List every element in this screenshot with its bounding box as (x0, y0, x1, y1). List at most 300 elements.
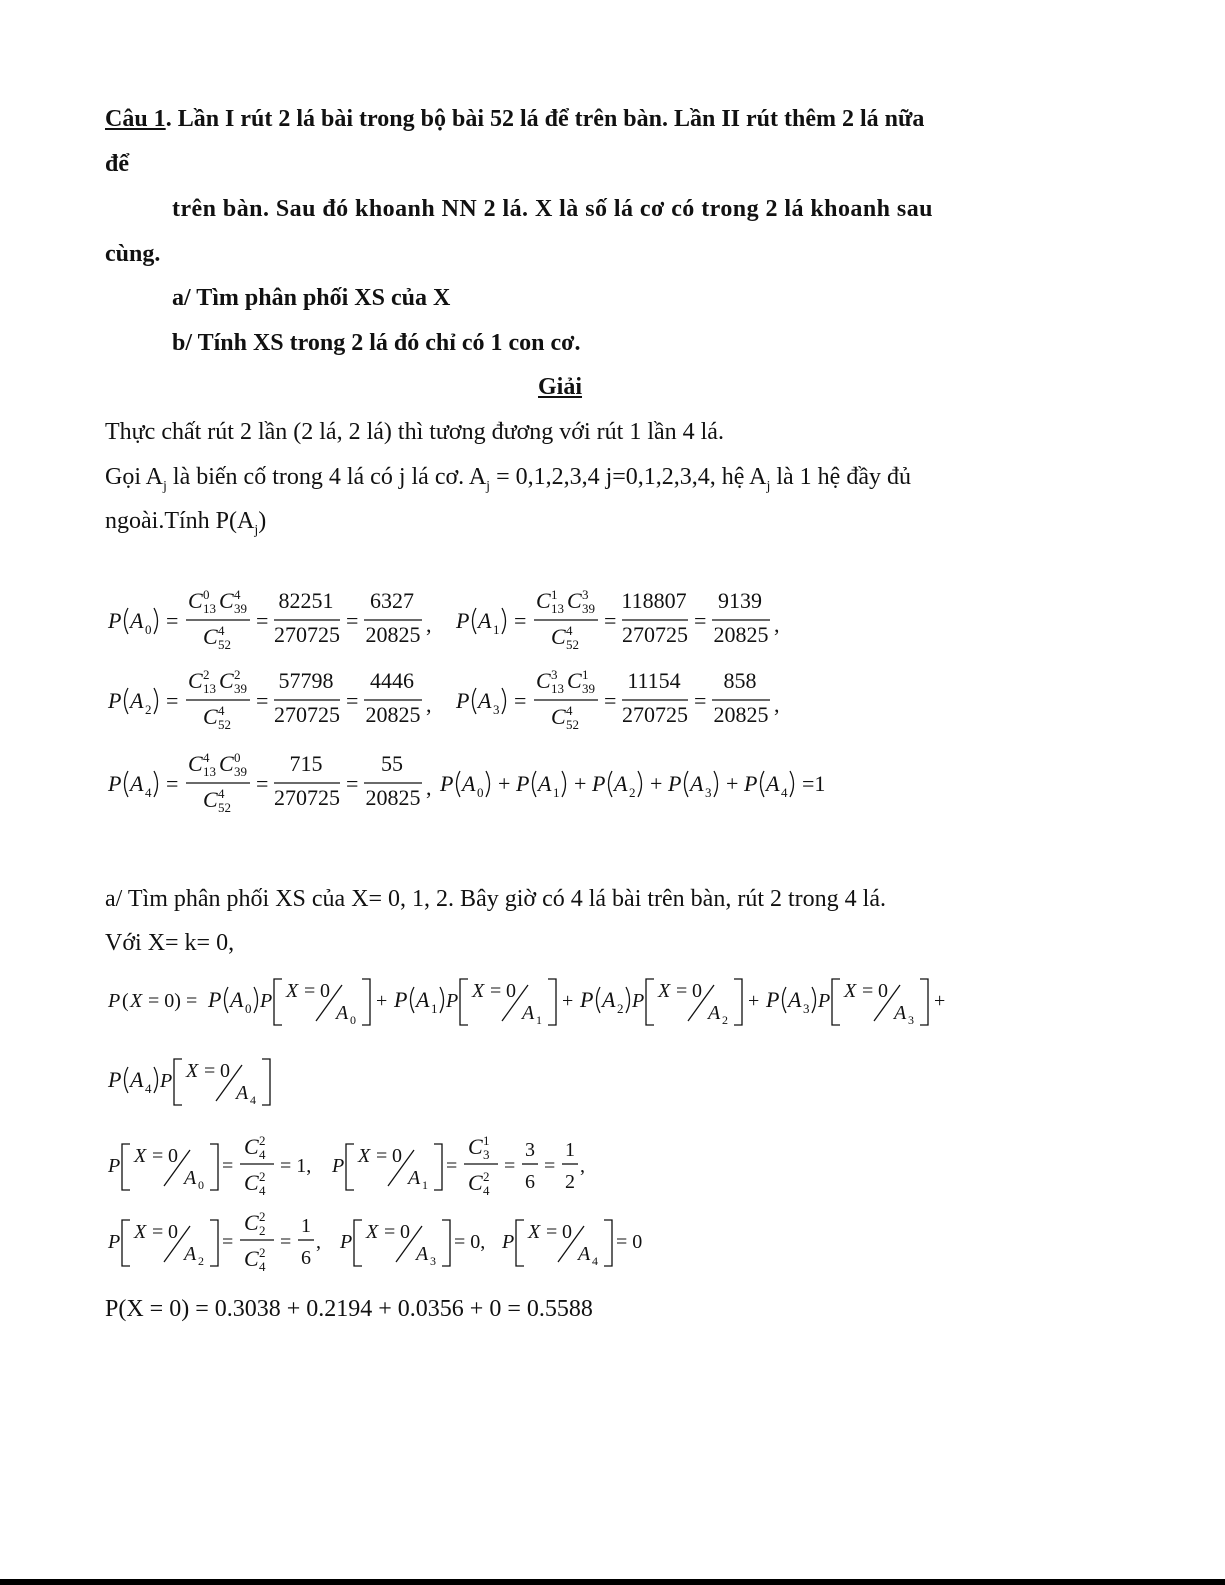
prob-A0-c13-sub: 13 (203, 601, 216, 616)
cond1-den-c: C (468, 1170, 483, 1195)
sum-A1-sub: 1 (553, 785, 560, 800)
prob-A1-c52-sup: 4 (566, 623, 573, 638)
sum-A0-lparen (457, 771, 461, 797)
total-A4-sub: 4 (145, 1081, 152, 1096)
cond1-lbracket (346, 1144, 354, 1190)
cond4-rhs: = 0 (616, 1231, 643, 1253)
prob-A2-c13-c: C (188, 668, 203, 693)
prob-A2-rparen (154, 688, 158, 714)
sum-A2-a: A (614, 771, 628, 796)
prob-A3-c39-sub: 39 (582, 681, 595, 696)
prob-A4-c13-c: C (188, 751, 203, 776)
probability-formulas (100, 585, 860, 835)
total-A4-p: P (108, 1067, 122, 1092)
sum-A4-rparen (790, 771, 794, 797)
prob-A3-eq1: = (514, 688, 527, 713)
prob-A4-lparen (125, 771, 129, 797)
prob-A4-den: 270725 (274, 785, 340, 810)
sum-A0-p: P (440, 771, 454, 796)
cond3-lbracket (354, 1220, 362, 1266)
prob-A1-c39-sub: 39 (582, 601, 595, 616)
total-probability-formula (100, 975, 960, 1115)
cond0-x: X (134, 1145, 147, 1167)
prob-A1-p: P (456, 608, 470, 633)
total-A0-sub: 0 (245, 1001, 252, 1016)
with-x-text: Với X= k= 0, (105, 930, 235, 956)
cond4-sub: 4 (592, 1254, 598, 1268)
prob-A3-comma: , (774, 692, 780, 717)
cond1-sub: 1 (422, 1178, 428, 1192)
total-cond-p: P (260, 990, 273, 1012)
prob-A0-lparen (125, 608, 129, 634)
cond2-num-sup: 2 (259, 1209, 266, 1224)
sum-A1-lparen (533, 771, 537, 797)
sum-A3-a: A (690, 771, 704, 796)
prob-A3-eq2: = (604, 688, 617, 713)
cond1-d2: 2 (565, 1171, 575, 1193)
problem-line-2: để (105, 151, 129, 177)
prob-A4-eq1: = (166, 771, 179, 796)
prob-A0-rparen (154, 608, 158, 634)
total-cond-0-a: A (336, 1002, 349, 1024)
cond0-lbracket (122, 1144, 130, 1190)
total-probability-svg (100, 975, 960, 1115)
cond1-d1: 6 (525, 1171, 535, 1193)
cond3-rhs: = 0, (454, 1231, 486, 1253)
prob-A1-eq3: = (694, 608, 707, 633)
total-A2-sub: 2 (617, 1001, 624, 1016)
prob-A3-c52-sup: 4 (566, 703, 573, 718)
prob-A4-num: 715 (289, 751, 323, 776)
total-x: X (130, 990, 143, 1012)
total-cond-1-a: A (522, 1002, 535, 1024)
total-lparen: ( (122, 990, 129, 1012)
total-A4-rparen (154, 1067, 158, 1093)
prob-A3-c13-sup: 3 (551, 667, 558, 682)
total-cond-0-sub: 0 (350, 1013, 356, 1027)
total-cond-4-sub: 4 (250, 1093, 256, 1107)
prob-A1-eq2: = (604, 608, 617, 633)
total-cond-4-eq: = (204, 1060, 216, 1082)
prob-A2-sub: 2 (145, 702, 152, 717)
prob-A4-c52-sub: 52 (218, 800, 231, 815)
cond2-lbracket (122, 1220, 130, 1266)
prob-A1-c39-c: C (567, 588, 582, 613)
prob-A3-p: P (456, 688, 470, 713)
prob-A3-lparen (473, 688, 477, 714)
prob-A4-p: P (108, 771, 122, 796)
cond3-sub: 3 (430, 1254, 436, 1268)
prob-A4-c52-sup: 4 (218, 786, 225, 801)
total-A3-lparen (783, 987, 787, 1013)
prob-A3-simp-den: 20825 (713, 702, 769, 727)
total-p: P (108, 990, 121, 1012)
prob-A3-simp-num: 858 (723, 668, 757, 693)
cond3-zero: 0 (400, 1221, 410, 1243)
sum-A3-sub: 3 (705, 785, 712, 800)
cond2-a: A (184, 1243, 197, 1265)
sum-A2-p: P (592, 771, 606, 796)
cond0-eq: = (152, 1145, 164, 1167)
prob-A2-simp-den: 20825 (365, 702, 421, 727)
total-A3-p: P (766, 987, 780, 1012)
prob-A0-eq1: = (166, 608, 179, 633)
prob-A2-c52-sub: 52 (218, 717, 231, 732)
sum-A2-rparen (638, 771, 642, 797)
prob-A2-c52-c: C (203, 704, 218, 729)
total-cond-0-eq: = (304, 980, 316, 1002)
total-A2-a: A (602, 987, 616, 1012)
prob-A1-simp-num: 9139 (718, 588, 762, 613)
total-cond-1-x: X (472, 980, 485, 1002)
cond4-p: P (502, 1231, 515, 1253)
prob-A4-rparen (154, 771, 158, 797)
prob-A1-a: A (478, 608, 492, 633)
prob-A1-c39-sup: 3 (582, 587, 589, 602)
prob-A2-den: 270725 (274, 702, 340, 727)
cond1-comma: , (580, 1155, 585, 1177)
cond1-n1: 3 (525, 1139, 535, 1161)
total-cond-3-a: A (894, 1002, 907, 1024)
prob-A1-c13-sup: 1 (551, 587, 558, 602)
total-cond-2-rbracket (734, 979, 742, 1025)
prob-A3-den: 270725 (622, 702, 688, 727)
total-A0-rparen (254, 987, 258, 1013)
sum-A3-rparen (714, 771, 718, 797)
cond0-den-sub: 4 (259, 1183, 266, 1198)
cond0-zero: 0 (168, 1145, 178, 1167)
cond2-num-c: C (244, 1210, 259, 1235)
sum-A2-lparen (609, 771, 613, 797)
prob-A1-c13-c: C (536, 588, 551, 613)
cond2-eq2: = (280, 1231, 292, 1253)
prob-A0-eq2: = (256, 608, 269, 633)
cond3-x: X (366, 1221, 379, 1243)
prob-A1-c52-c: C (551, 624, 566, 649)
cond2-n: 1 (301, 1215, 311, 1237)
prob-A2-eq3: = (346, 688, 359, 713)
total-cond-4-rbracket (262, 1059, 270, 1105)
total-cond-3-rbracket (920, 979, 928, 1025)
sum-plus: + (574, 771, 587, 796)
sum-plus: + (726, 771, 739, 796)
cond0-num-sup: 2 (259, 1133, 266, 1148)
prob-A3-c39-c: C (567, 668, 582, 693)
solution-paragraph-1: Thực chất rút 2 lần (2 lá, 2 lá) thì tương đương với rút 1 lần 4 lá. (105, 419, 724, 445)
cond1-num-c: C (468, 1134, 483, 1159)
total-A4-lparen (125, 1067, 129, 1093)
cond1-eq: = (446, 1155, 458, 1177)
total-A1-sub: 1 (431, 1001, 438, 1016)
cond2-sub: 2 (198, 1254, 204, 1268)
total-cond-4-a: A (236, 1082, 249, 1104)
total-cond-0-rbracket (362, 979, 370, 1025)
cond0-rbracket (210, 1144, 218, 1190)
total-A2-lparen (597, 987, 601, 1013)
cond1-eq3: = (544, 1155, 556, 1177)
cond1-a: A (408, 1167, 421, 1189)
cond4-a: A (578, 1243, 591, 1265)
prob-A0-c13-sup: 0 (203, 587, 210, 602)
cond0-den-c: C (244, 1170, 259, 1195)
cond0-sub: 0 (198, 1178, 204, 1192)
prob-A3-eq3: = (694, 688, 707, 713)
total-cond-p: P (632, 990, 645, 1012)
prob-A2-c39-sub: 39 (234, 681, 247, 696)
total-cond-4-zero: 0 (220, 1060, 230, 1082)
total-cond-1-rbracket (548, 979, 556, 1025)
cond0-a: A (184, 1167, 197, 1189)
sum-A2-sub: 2 (629, 785, 636, 800)
prob-A2-lparen (125, 688, 129, 714)
cond4-lbracket (516, 1220, 524, 1266)
total-cond-3-sub: 3 (908, 1013, 914, 1027)
cond2-den-sup: 2 (259, 1245, 266, 1260)
part-a-solution-text: a/ Tìm phân phối XS của X= 0, 1, 2. Bây giờ có 4 lá bài trên bàn, rút 2 trong 4 lá. (105, 886, 886, 912)
sum-equals-one: =1 (802, 771, 826, 796)
problem-label: Câu 1 (105, 106, 166, 132)
prob-A0-simp-num: 6327 (370, 588, 414, 613)
conditional-probabilities-svg (100, 1130, 700, 1280)
cond3-p: P (340, 1231, 353, 1253)
sum-A0-a: A (462, 771, 476, 796)
sum-A3-p: P (668, 771, 682, 796)
solution-heading: Giải (538, 374, 583, 400)
total-plus: + (376, 990, 388, 1012)
total-cond-1-lbracket (460, 979, 468, 1025)
cond1-den-sub: 4 (483, 1183, 490, 1198)
prob-A2-c13-sup: 2 (203, 667, 210, 682)
prob-A4-c13-sub: 13 (203, 764, 216, 779)
cond1-n2: 1 (565, 1139, 575, 1161)
cond2-num-sub: 2 (259, 1223, 266, 1238)
total-plus: + (562, 990, 574, 1012)
sum-A1-rparen (562, 771, 566, 797)
problem-line-3: trên bàn. Sau đó khoanh NN 2 lá. X là số lá cơ có trong 2 lá khoanh sau (172, 196, 933, 222)
prob-A4-c39-c: C (219, 751, 234, 776)
cond0-den-sup: 2 (259, 1169, 266, 1184)
prob-A3-num: 11154 (627, 668, 681, 693)
total-cond-1-zero: 0 (506, 980, 516, 1002)
sum-A4-a: A (766, 771, 780, 796)
cond1-zero: 0 (392, 1145, 402, 1167)
total-cond-p: P (446, 990, 459, 1012)
prob-A3-c52-sub: 52 (566, 717, 579, 732)
total-cond-3-eq: = (862, 980, 874, 1002)
sum-A0-sub: 0 (477, 785, 484, 800)
cond2-den-sub: 4 (259, 1259, 266, 1274)
cond2-eq: = (222, 1231, 234, 1253)
total-plus: + (748, 990, 760, 1012)
problem-line-1 (105, 104, 924, 134)
total-cond-1-sub: 1 (536, 1013, 542, 1027)
cond3-a: A (416, 1243, 429, 1265)
total-eq: = 0) = (148, 990, 198, 1012)
cond0-num-sub: 4 (259, 1147, 266, 1162)
solution-paragraph-3: ngoài.Tính $P(A_j)$ (105, 508, 267, 538)
total-cond-p: P (818, 990, 831, 1012)
prob-A1-c13-sub: 13 (551, 601, 564, 616)
final-result: P(X = 0) = 0.3038 + 0.2194 + 0.0356 + 0 = 0.5588 (105, 1296, 593, 1322)
prob-A0-c13-c: C (188, 588, 203, 613)
cond2-den-c: C (244, 1246, 259, 1271)
prob-A4-eq2: = (256, 771, 269, 796)
prob-A1-simp-den: 20825 (713, 622, 769, 647)
sum-A1-p: P (516, 771, 530, 796)
total-cond-1-eq: = (490, 980, 502, 1002)
prob-A1-num: 118807 (621, 588, 687, 613)
prob-A2-c52-sup: 4 (218, 703, 225, 718)
total-cond-0-zero: 0 (320, 980, 330, 1002)
total-A1-rparen (440, 987, 444, 1013)
total-cond-4-lbracket (174, 1059, 182, 1105)
prob-A4-sub: 4 (145, 785, 152, 800)
sum-A4-lparen (761, 771, 765, 797)
prob-A4-c39-sup: 0 (234, 750, 241, 765)
cond1-num-sup: 1 (483, 1133, 490, 1148)
cond0-eq: = (222, 1155, 234, 1177)
prob-A1-lparen (473, 608, 477, 634)
total-A1-p: P (394, 987, 408, 1012)
prob-A1-comma: , (774, 612, 780, 637)
prob-A0-c52-sup: 4 (218, 623, 225, 638)
prob-A2-c39-sup: 2 (234, 667, 241, 682)
prob-A0-simp-den: 20825 (365, 622, 421, 647)
cond2-rbracket (210, 1220, 218, 1266)
prob-A1-rparen (502, 608, 506, 634)
prob-A4-simp-den: 20825 (365, 785, 421, 810)
prob-A3-c13-sub: 13 (551, 681, 564, 696)
cond4-eq: = (546, 1221, 558, 1243)
prob-A0-a: A (130, 608, 144, 633)
prob-A3-rparen (502, 688, 506, 714)
prob-A3-c13-c: C (536, 668, 551, 693)
cond0-p: P (108, 1155, 121, 1177)
sum-A3-lparen (685, 771, 689, 797)
prob-A0-den: 270725 (274, 622, 340, 647)
sum-plus: + (498, 771, 511, 796)
total-cond-3-zero: 0 (878, 980, 888, 1002)
cond2-zero: 0 (168, 1221, 178, 1243)
prob-A4-a: A (130, 771, 144, 796)
prob-A2-num: 57798 (278, 668, 334, 693)
cond2-d: 6 (301, 1247, 311, 1269)
prob-A3-a: A (478, 688, 492, 713)
prob-A2-comma: , (426, 692, 432, 717)
total-A3-rparen (812, 987, 816, 1013)
total-cond-2-a: A (708, 1002, 721, 1024)
total-cond-4-x: X (186, 1060, 199, 1082)
prob-A3-c52-c: C (551, 704, 566, 729)
prob-A2-simp-num: 4446 (370, 668, 414, 693)
prob-A4-c39-sub: 39 (234, 764, 247, 779)
prob-A0-c52-sub: 52 (218, 637, 231, 652)
cond2-eq: = (152, 1221, 164, 1243)
prob-A2-a: A (130, 688, 144, 713)
prob-A4-c52-c: C (203, 787, 218, 812)
sum-A4-sub: 4 (781, 785, 788, 800)
cond2-x: X (134, 1221, 147, 1243)
total-cond-2-lbracket (646, 979, 654, 1025)
total-cond-2-eq: = (676, 980, 688, 1002)
prob-A2-eq2: = (256, 688, 269, 713)
prob-A0-comma: , (426, 612, 432, 637)
cond0-rhs: = 1, (280, 1155, 312, 1177)
total-A0-p: P (208, 987, 222, 1012)
total-cond-0-lbracket (274, 979, 282, 1025)
cond4-rbracket (604, 1220, 612, 1266)
cond1-rbracket (434, 1144, 442, 1190)
cond1-eq2: = (504, 1155, 516, 1177)
cond1-eq: = (376, 1145, 388, 1167)
problem-part-b: b/ Tính XS trong 2 lá đó chỉ có 1 con cơ. (172, 330, 581, 356)
problem-part-a: a/ Tìm phân phối XS của X (172, 285, 451, 311)
prob-A0-c39-c: C (219, 588, 234, 613)
prob-A3-sub: 3 (493, 702, 500, 717)
total-A1-a: A (416, 987, 430, 1012)
prob-A0-c52-c: C (203, 624, 218, 649)
cond0-num-c: C (244, 1134, 259, 1159)
cond3-eq: = (384, 1221, 396, 1243)
prob-A3-c39-sup: 1 (582, 667, 589, 682)
total-cond-2-zero: 0 (692, 980, 702, 1002)
cond4-zero: 0 (562, 1221, 572, 1243)
page-bottom-rule (0, 1579, 1225, 1585)
prob-A2-c39-c: C (219, 668, 234, 693)
prob-A0-c39-sup: 4 (234, 587, 241, 602)
prob-A4-simp-num: 55 (381, 751, 403, 776)
total-cond-3-x: X (844, 980, 857, 1002)
prob-A2-p: P (108, 688, 122, 713)
conditional-probabilities (100, 1130, 700, 1280)
prob-A1-sub: 1 (493, 622, 500, 637)
total-A1-lparen (411, 987, 415, 1013)
solution-paragraph-2: Gọi $A_j$ là biến cố trong 4 lá có j lá cơ. $A_j = 0,1,2,3,4$ j=0,1,2,3,4, hệ $A_j$ là 1 hệ đầy đủ (105, 464, 911, 494)
total-A4-a: A (130, 1067, 144, 1092)
total-plus: + (934, 990, 946, 1012)
prob-A4-c13-sup: 4 (203, 750, 210, 765)
total-cond-0-x: X (286, 980, 299, 1002)
prob-A4-comma: , (426, 775, 432, 800)
total-A0-lparen (225, 987, 229, 1013)
prob-A0-eq3: = (346, 608, 359, 633)
total-A2-p: P (580, 987, 594, 1012)
total-A3-a: A (788, 987, 802, 1012)
problem-text-1: . Lần I rút 2 lá bài trong bộ bài 52 lá để trên bàn. Lần II rút thêm 2 lá nữa (165, 106, 925, 132)
cond1-x: X (358, 1145, 371, 1167)
cond1-num-sub: 3 (483, 1147, 490, 1162)
prob-A0-sub: 0 (145, 622, 152, 637)
sum-A4-p: P (744, 771, 758, 796)
cond4-x: X (528, 1221, 541, 1243)
total-cond-3-lbracket (832, 979, 840, 1025)
prob-A2-c13-sub: 13 (203, 681, 216, 696)
total-cond-p4: P (160, 1070, 173, 1092)
prob-A0-num: 82251 (278, 588, 334, 613)
total-cond-2-x: X (658, 980, 671, 1002)
prob-A1-eq1: = (514, 608, 527, 633)
prob-A1-den: 270725 (622, 622, 688, 647)
prob-A0-p: P (108, 608, 122, 633)
sum-A1-a: A (538, 771, 552, 796)
cond2-comma: , (316, 1231, 321, 1253)
probability-formulas-svg (100, 585, 860, 835)
cond1-p: P (332, 1155, 345, 1177)
cond1-den-sup: 2 (483, 1169, 490, 1184)
cond3-rbracket (442, 1220, 450, 1266)
sum-A0-rparen (486, 771, 490, 797)
total-cond-2-sub: 2 (722, 1013, 728, 1027)
